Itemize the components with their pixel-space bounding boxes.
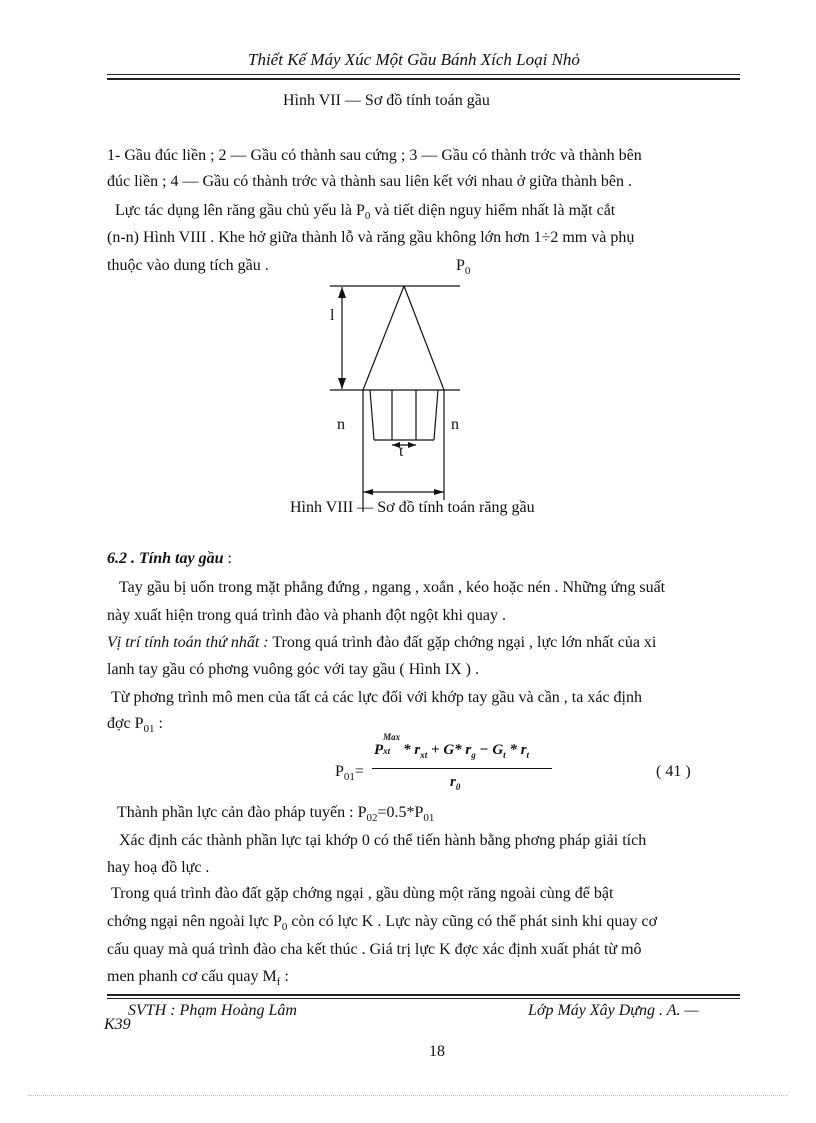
page-bottom-dotted-line: [28, 1095, 788, 1096]
num-p: P: [374, 742, 384, 758]
num-p-sup: Max: [383, 732, 401, 742]
n-right-label: n: [451, 416, 459, 433]
p01-subscript: 01: [143, 723, 155, 736]
para6: [117, 803, 434, 828]
para2-line1-pre: Lực tác dụng lên răng gầu chủ yếu là P: [115, 202, 365, 219]
figure7-caption: Hình VII — Sơ đồ tính toán gầu: [283, 92, 490, 109]
equation-denominator: [450, 774, 460, 792]
para7-line1: Xác định các thành phần lực tại khớp 0 có thể tiến hành bằng phơng pháp giải tích: [119, 832, 647, 849]
dim-t-arrow-right: [408, 442, 416, 448]
eq-lhs-eq: =: [354, 763, 364, 780]
section-left: [370, 390, 374, 440]
dim-l-arrow-top: [338, 287, 346, 298]
para3-line1: Tay gầu bị uốn trong mặt phẳng đứng , ngang , xoắn , kéo hoặc nén . Những ứng suất: [119, 579, 666, 596]
num-g-sub: g: [471, 750, 476, 760]
num-gt: − G: [475, 742, 504, 758]
para8-line2-pre: chớng ngại nên ngoài lực P: [107, 913, 282, 930]
p02-subscript: 02: [366, 812, 378, 825]
num-rt-sub: t: [526, 750, 530, 760]
triangle-left: [363, 286, 404, 390]
mf-subscript: f: [276, 976, 281, 989]
footer-class: Lớp Máy Xây Dựng . A. —: [528, 1002, 699, 1019]
equation-numerator: [374, 732, 530, 760]
eq-lhs-main: P: [335, 763, 344, 780]
para3-line2: này xuất hiện trong quá trình đào và phanh đột ngột khi quay .: [107, 607, 507, 624]
figure8-caption: Hình VIII — Sơ đồ tính toán răng gầu: [290, 499, 535, 516]
eq-lhs-sub: 01: [343, 771, 355, 784]
para4-label: Vị trí tính toán thứ nhất :: [107, 634, 269, 651]
para5-line1: Từ phơng trình mô men của tất cả các lực đối với khớp tay gầu và cần , ta xác định: [111, 689, 642, 706]
num-r1-sub: xt: [420, 750, 428, 760]
equation-number: ( 41 ): [656, 763, 691, 780]
l-label: l: [330, 307, 335, 324]
fraction-bar: [372, 768, 552, 769]
num-p-sub: xt: [383, 746, 391, 756]
dim-width-arrow-right: [434, 489, 444, 495]
footer-rule-top: [107, 994, 740, 996]
n-left-label: n: [337, 416, 345, 433]
page-number: 18: [429, 1043, 445, 1060]
p01-subscript-2: 01: [423, 812, 435, 825]
para8-line4: [107, 967, 289, 992]
section-title: Tính tay gầu: [139, 550, 224, 567]
para1-line2: đúc liền ; 4 — Gầu có thành trớc và thành sau liên kết với nhau ở giữa thành bên .: [107, 173, 633, 190]
den-sub: 0: [455, 782, 461, 792]
para8-line3: cấu quay mà quá trình đào cha kết thúc . Giá trị lực K đợc xác định xuất phát từ mô: [107, 941, 642, 958]
num-rt: * r: [505, 742, 527, 758]
equation-lhs: [335, 762, 364, 787]
dim-l-arrow-bottom: [338, 378, 346, 389]
para8-line4-post: :: [280, 968, 289, 985]
footer-rule-bottom: [107, 998, 740, 999]
para4-line1-rest: Trong quá trình đào đất gặp chớng ngại , lực lớn nhất của xi: [268, 634, 657, 651]
footer-k39: K39: [104, 1016, 131, 1033]
num-gt-sub: t: [503, 750, 506, 760]
para5-line2-post: :: [154, 715, 163, 732]
para5-line2-pre: đợc P: [107, 715, 144, 732]
para4-line1: [107, 633, 656, 653]
num-g: + G* r: [427, 742, 472, 758]
p0-label: [456, 256, 470, 281]
para5-line2: [107, 714, 163, 739]
triangle-right: [404, 286, 444, 390]
p0-subscript-2: 0: [281, 921, 288, 934]
para8-line4-pre: men phanh cơ cấu quay M: [107, 968, 277, 985]
header-title: Thiết Kế Máy Xúc Một Gầu Bánh Xích Loại Nhỏ: [248, 50, 580, 69]
section-number: 6.2 .: [107, 550, 139, 567]
para6-pre: Thành phần lực cản đào pháp tuyến : P: [117, 804, 367, 821]
para2-line2: (n-n) Hình VIII . Khe hở giữa thành lỗ và răng gầu không lớn hơn 1÷2 mm và phụ: [107, 229, 635, 246]
para1-line1: 1- Gầu đúc liền ; 2 — Gầu có thành sau cứng ; 3 — Gầu có thành trớc và thành bên: [107, 147, 642, 164]
t-label: t: [399, 443, 404, 460]
para2-line3: thuộc vào dung tích gầu .: [107, 257, 269, 274]
para8-line2-post: còn có lực K . Lực này cũng có thể phát sinh khi quay cơ: [287, 913, 658, 930]
para2-line1-post: và tiết diện nguy hiểm nhất là mặt cắt: [370, 202, 616, 219]
para8-line2: [107, 912, 657, 937]
p0-subscript: 0: [364, 210, 371, 223]
p0-label-sub: 0: [464, 265, 471, 278]
para4-line2: lanh tay gầu có phơng vuông góc với tay gầu ( Hình IX ) .: [107, 661, 479, 678]
p0-label-main: P: [456, 257, 465, 274]
den-r: r: [450, 774, 456, 790]
footer-student: SVTH : Phạm Hoàng Lâm: [128, 1002, 297, 1019]
num-r1: * r: [403, 742, 421, 758]
para8-line1: Trong quá trình đào đất gặp chớng ngại , gầu dùng một răng ngoài cùng để bật: [111, 885, 614, 902]
para7-line2: hay hoạ đồ lực .: [107, 859, 210, 876]
section-right: [434, 390, 438, 440]
dim-width-arrow-left: [363, 489, 373, 495]
para6-mid: =0.5*P: [377, 804, 424, 821]
section-heading: [107, 549, 232, 569]
section-tail: :: [223, 550, 232, 567]
